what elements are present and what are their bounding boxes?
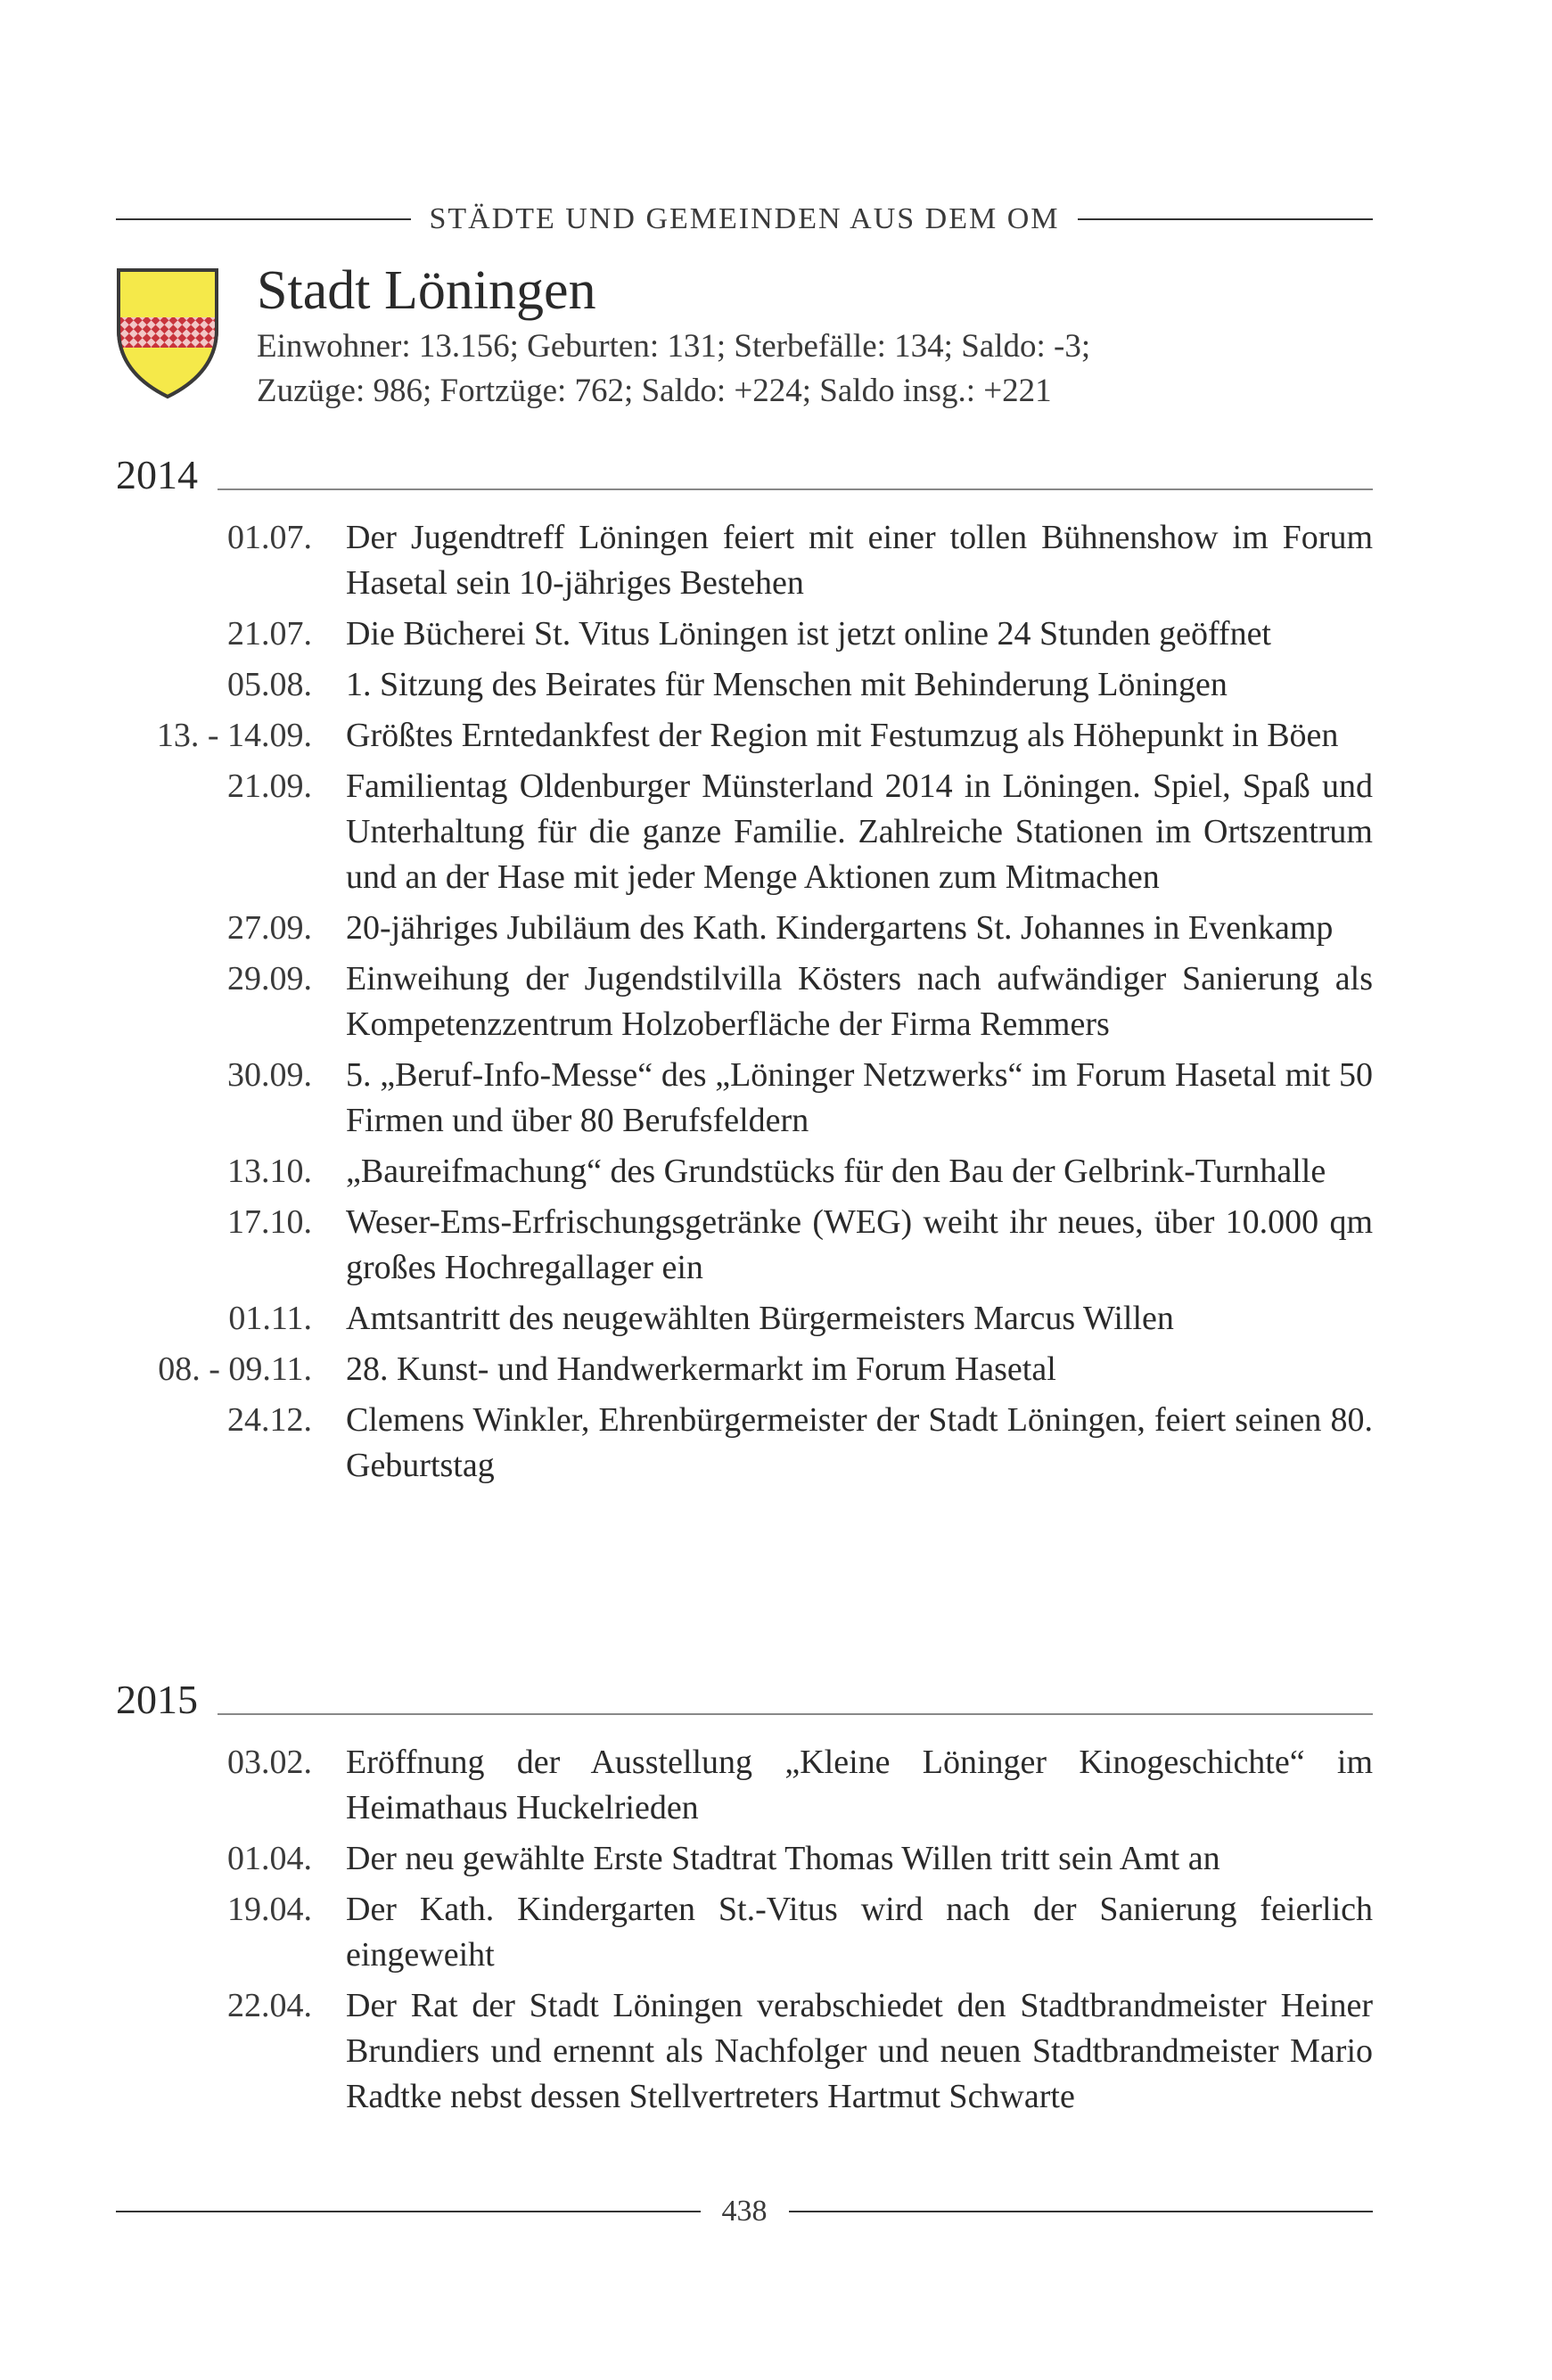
header-title: STÄDTE UND GEMEINDEN AUS DEM OM [429,202,1060,235]
year-rule [218,1713,1373,1715]
entry-text: Der Kath. Kindergarten St.-Vitus wird nach der Sanierung feierlich eingeweiht [346,1891,1373,1974]
year-rule [218,488,1373,490]
entry-date: 01.11. [228,1300,312,1337]
year-heading-2014 [116,451,1373,499]
town-stats-line-2: Zuzüge: 986; Fortzüge: 762; Saldo: +224; Saldo insg.: +221 [257,373,1052,409]
list-item [116,1149,1373,1194]
entry-date: 13.10. [227,1153,312,1190]
list-item [116,1296,1373,1342]
running-header [116,194,1373,244]
entry-text: Familientag Oldenburger Münsterland 2014 in Löningen. Spiel, Spaß und Unterhaltung für die ganze Familie. Zahlreiche Stationen im Ortszentrum und an der Hase mit jeder Menge Aktionen zum Mitmachen [346,767,1373,896]
list-item [116,1200,1373,1291]
list-item [116,1836,1373,1882]
header-rule-right [1078,218,1373,220]
entry-date: 27.09. [227,909,312,947]
coat-of-arms-icon [116,267,219,399]
entry-text: Clemens Winkler, Ehrenbürgermeister der Stadt Löningen, feiert seinen 80. Geburtstag [346,1401,1373,1484]
list-item [116,1398,1373,1489]
entry-text: Der Jugendtreff Löningen feiert mit einer tollen Bühnenshow im Forum Hasetal sein 10-jähriges Bestehen [346,519,1373,602]
list-item [116,611,1373,657]
list-item [116,764,1373,900]
entry-text: Der neu gewählte Erste Stadtrat Thomas Willen tritt sein Amt an [346,1840,1220,1877]
entry-text: Amtsantritt des neugewählten Bürgermeisters Marcus Willen [346,1300,1174,1337]
entry-text: 28. Kunst- und Handwerkermarkt im Forum Hasetal [346,1350,1056,1388]
list-item [116,1740,1373,1831]
entry-text: Größtes Erntedankfest der Region mit Festumzug als Höhepunkt in Böen [346,717,1339,754]
list-item [116,662,1373,708]
entry-text: 5. „Beruf-Info-Messe“ des „Löninger Netzwerks“ im Forum Hasetal mit 50 Firmen und über 80 Berufsfeldern [346,1056,1373,1139]
entry-date: 29.09. [227,960,312,997]
page-footer [116,2189,1373,2234]
town-stats-line-1: Einwohner: 13.156; Geburten: 131; Sterbefälle: 134; Saldo: -3; [257,328,1091,365]
list-item [116,1983,1373,2120]
entry-date: 17.10. [227,1203,312,1241]
list-item [116,515,1373,606]
entry-date: 21.09. [227,767,312,805]
entry-date: 01.04. [227,1840,312,1877]
entry-date: 13. - 14.09. [156,717,312,754]
list-item [116,1887,1373,1978]
list-item [116,1053,1373,1144]
year-label: 2014 [116,452,198,497]
entry-date: 22.04. [227,1987,312,2024]
entry-text: Die Bücherei St. Vitus Löningen ist jetzt online 24 Stunden geöffnet [346,615,1271,652]
entries-2015 [116,1740,1373,2125]
header-rule-left [116,218,411,220]
entry-text: Einweihung der Jugendstilvilla Kösters nach aufwändiger Sanierung als Kompetenzzentrum Holzoberfläche der Firma Remmers [346,960,1373,1043]
list-item [116,956,1373,1047]
entries-2014 [116,515,1373,1494]
footer-rule-left [116,2211,701,2212]
list-item [116,906,1373,951]
entry-date: 19.04. [227,1891,312,1928]
entry-text: Der Rat der Stadt Löningen verabschiedet den Stadtbrandmeister Heiner Brundiers und ernennt als Nachfolger und neuen Stadtbrandmeister Mario Radtke nebst dessen Stellvertreters Hartmut Schwarte [346,1987,1373,2115]
list-item [116,713,1373,759]
entry-text: 1. Sitzung des Beirates für Menschen mit Behinderung Löningen [346,666,1228,703]
entry-date: 05.08. [227,666,312,703]
town-name: Stadt Löningen [257,260,596,321]
entry-date: 30.09. [227,1056,312,1094]
list-item [116,1347,1373,1392]
entry-date: 21.07. [227,615,312,652]
entry-date: 01.07. [227,519,312,556]
town-block [257,257,1371,414]
entry-date: 08. - 09.11. [158,1350,312,1388]
entry-text: Weser-Ems-Erfrischungsgetränke (WEG) weiht ihr neues, über 10.000 qm großes Hochregallager ein [346,1203,1373,1286]
year-heading-2015 [116,1676,1373,1724]
year-label: 2015 [116,1677,198,1722]
entry-text: „Baureifmachung“ des Grundstücks für den Bau der Gelbrink-Turnhalle [346,1153,1326,1190]
page-number: 438 [721,2195,768,2228]
entry-text: 20-jähriges Jubiläum des Kath. Kindergartens St. Johannes in Evenkamp [346,909,1334,947]
footer-rule-right [789,2211,1374,2212]
entry-date: 24.12. [227,1401,312,1439]
entry-date: 03.02. [227,1744,312,1781]
entry-text: Eröffnung der Ausstellung „Kleine Löninger Kinogeschichte“ im Heimathaus Huckelrieden [346,1744,1373,1826]
